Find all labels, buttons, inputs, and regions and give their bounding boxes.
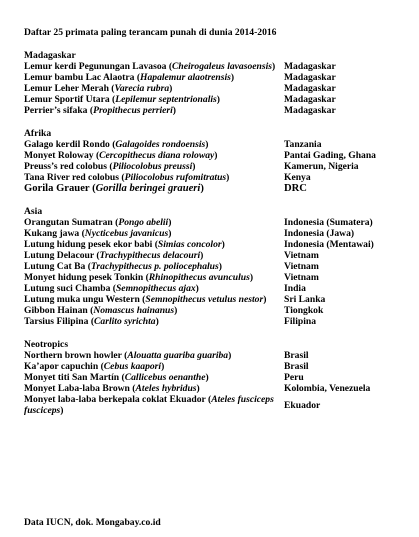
species-name: Lepilemur septentrionalis [115, 94, 217, 105]
primate-name: Lemur bambu Lac Alaotra (Hapalemur alaotrensis) [24, 72, 235, 83]
primate-name: Monyet titi San Martín (Callicebus oenanthe) [24, 372, 209, 383]
primate-name: Monyet Laba-laba Brown (Ateles hybridus) [24, 383, 200, 394]
species-name: Trachypithecus p. poliocephalus [90, 261, 219, 272]
primate-name: Lutung hidung pesek ekor babi (Simias concolor) [24, 239, 225, 250]
location: Indonesia (Sumatera) [284, 217, 373, 228]
section-madagaskar [24, 50, 409, 116]
list-item [24, 94, 409, 105]
species-name: Pongo abelii [118, 217, 169, 228]
list-item [24, 372, 409, 383]
species-name: Propithecus perrieri [93, 105, 173, 116]
list-item [24, 272, 409, 283]
species-name: Carlito syrichta [94, 316, 156, 327]
list-item [24, 183, 409, 194]
species-name: Hapalemur alaotrensis [140, 72, 231, 83]
species-name: Cheirogaleus lavasoensis [172, 61, 272, 72]
primate-name: Galago kerdil Rondo (Galagoides rondoensis) [24, 139, 209, 150]
section-neotropics [24, 339, 409, 416]
primate-name: Tarsius Filipina (Carlito syrichta) [24, 316, 159, 327]
location: Tanzania [284, 139, 322, 150]
section-heading: Asia [24, 206, 43, 217]
location: Madagaskar [284, 83, 336, 94]
primate-name: Perrier’s sifaka (Propithecus perrieri) [24, 105, 176, 116]
location: Brasil [284, 361, 309, 372]
species-name: Nycticebus javanicus [84, 228, 169, 239]
list-item [24, 161, 409, 172]
species-name: Cebus kaapori [103, 361, 162, 372]
location: Indonesia (Mentawai) [284, 239, 374, 250]
list-item [24, 105, 409, 116]
location: Brasil [284, 350, 309, 361]
location: Madagaskar [284, 72, 336, 83]
list-item [24, 172, 409, 183]
species-name: Ateles fusciceps fusciceps [24, 394, 274, 416]
list-item [24, 61, 409, 72]
primate-name: Kukang jawa (Nycticebus javanicus) [24, 228, 172, 239]
species-name: Alouatta guariba guariba [127, 350, 229, 361]
list-item [24, 239, 409, 250]
list-item [24, 316, 409, 327]
section-heading: Madagaskar [24, 50, 76, 61]
list-item [24, 228, 409, 239]
list-item [24, 305, 409, 316]
location: Madagaskar [284, 94, 336, 105]
location: Kamerun, Nigeria [284, 161, 359, 172]
location: DRC [284, 183, 307, 194]
species-name: Cercopithecus diana roloway [99, 150, 215, 161]
primate-name: Monyet hidung pesek Tonkin (Rhinopithecus avunculus) [24, 272, 254, 283]
location: Ekuador [284, 399, 321, 411]
primate-name: Lutung suci Chamba (Semnopithecus ajax) [24, 283, 199, 294]
species-name: Ateles hybridus [135, 383, 197, 394]
primate-name: Lemur Sportif Utara (Lepilemur septentrionalis) [24, 94, 220, 105]
primate-name: Orangutan Sumatran (Pongo abelii) [24, 217, 172, 228]
location: Peru [284, 372, 304, 383]
species-name: Galagoides rondoensis [115, 139, 206, 150]
primate-name: Lemur kerdi Pegunungan Lavasoa (Cheirogaleus lavasoensis) [24, 61, 276, 72]
source-footer: Data IUCN, dok. Mongabay.co.id [24, 517, 161, 528]
list-item [24, 150, 409, 161]
primate-name: Lutung Cat Ba (Trachypithecus p. poliocephalus) [24, 261, 222, 272]
list-item [24, 394, 409, 416]
location: Sri Lanka [284, 294, 326, 305]
location: Indonesia (Jawa) [284, 228, 355, 239]
document [24, 27, 409, 428]
location: Pantai Gading, Ghana [284, 150, 376, 161]
species-name: Semnopithecus ajax [115, 283, 196, 294]
list-item [24, 350, 409, 361]
primate-name: Monyet Roloway (Cercopithecus diana roloway) [24, 150, 218, 161]
primate-name: Gorila Grauer (Gorilla beringei graueri) [24, 183, 204, 194]
section-asia [24, 206, 409, 327]
document-title: Daftar 25 primata paling terancam punah di dunia 2014-2016 [24, 27, 277, 38]
location: Kenya [284, 172, 311, 183]
primate-name: Lemur Leher Merah (Varecia rubra) [24, 83, 173, 94]
primate-name: Lutung muka ungu Western (Semnopithecus vetulus nestor) [24, 294, 267, 305]
list-item [24, 383, 409, 394]
location: Madagaskar [284, 105, 336, 116]
section-afrika [24, 128, 409, 194]
species-name: Trachypithecus delacouri [99, 250, 201, 261]
primate-name: Tana River red colobus (Piliocolobus rufomitratus) [24, 172, 230, 183]
list-item [24, 83, 409, 94]
species-name: Gorilla beringei graueri [95, 183, 201, 194]
location: Filipina [284, 316, 316, 327]
primate-name: Ka’apor capuchin (Cebus kaapori) [24, 361, 165, 372]
list-item [24, 72, 409, 83]
species-name: Piliocolobus rufomitratus [124, 172, 227, 183]
section-heading: Neotropics [24, 339, 69, 350]
list-item [24, 283, 409, 294]
location: Madagaskar [284, 61, 336, 72]
species-name: Varecia rubra [114, 83, 170, 94]
location: Vietnam [284, 250, 319, 261]
list-item [24, 139, 409, 150]
primate-name: Preuss’s red colobus (Piliocolobus preussi) [24, 161, 196, 172]
primate-name: Lutung Delacour (Trachypithecus delacouri) [24, 250, 204, 261]
location: India [284, 283, 306, 294]
list-item [24, 261, 409, 272]
list-item [24, 217, 409, 228]
primate-name: Northern brown howler (Alouatta guariba guariba) [24, 350, 232, 361]
species-name: Simias concolor [157, 239, 222, 250]
species-name: Callicebus oenanthe [124, 372, 206, 383]
location: Vietnam [284, 272, 319, 283]
location: Tiongkok [284, 305, 324, 316]
list-item [24, 294, 409, 305]
species-name: Semnopithecus vetulus nestor [145, 294, 264, 305]
location: Vietnam [284, 261, 319, 272]
section-heading: Afrika [24, 128, 52, 139]
primate-name: Monyet laba-laba berkepala coklat Ekuador (Ateles fusciceps fusciceps) [24, 394, 274, 416]
location: Kolombia, Venezuela [284, 383, 371, 394]
species-name: Nomascus hainanus [93, 305, 175, 316]
list-item [24, 361, 409, 372]
species-name: Piliocolobus preussi [112, 161, 193, 172]
list-item [24, 250, 409, 261]
species-name: Rhinopithecus avunculus [148, 272, 250, 283]
primate-name: Gibbon Hainan (Nomascus hainanus) [24, 305, 178, 316]
